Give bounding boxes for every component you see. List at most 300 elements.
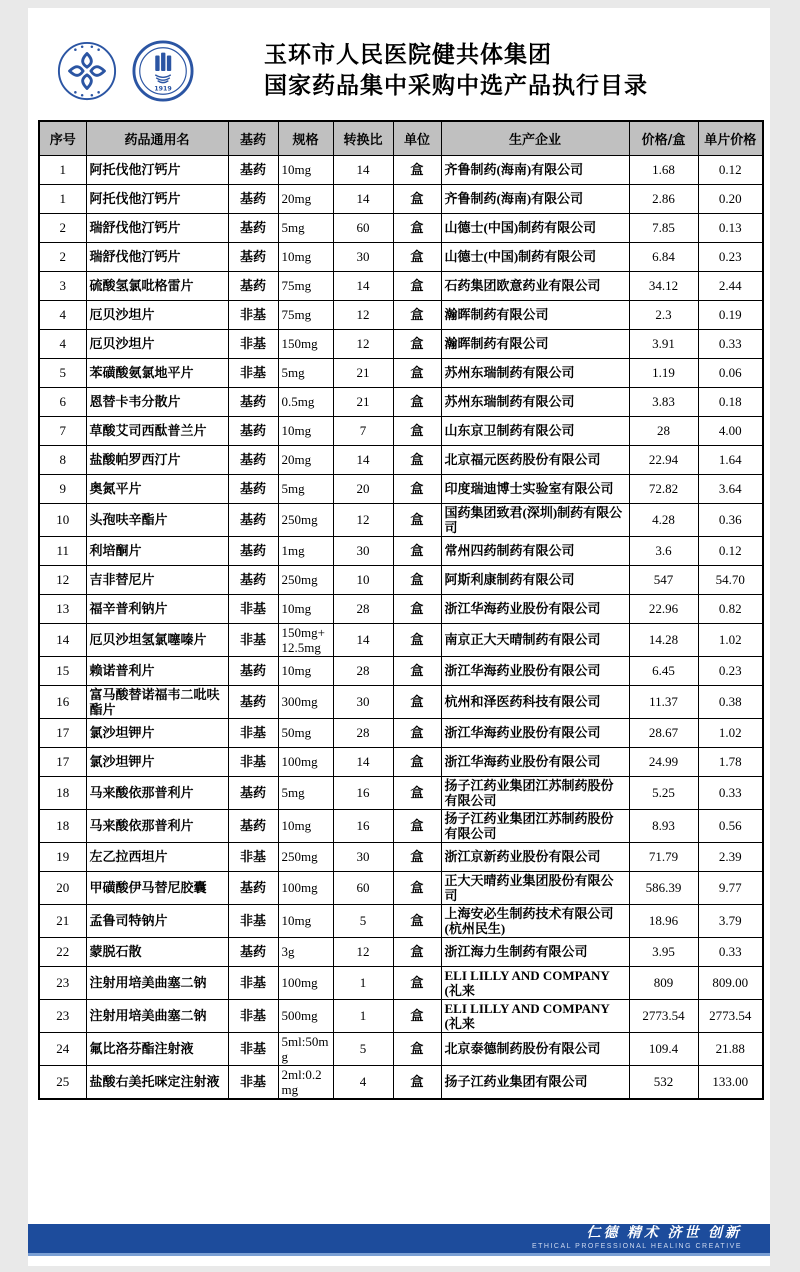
cell-name: 瑞舒伐他汀钙片 [86,242,228,271]
cell-manufacturer: 山东京卫制药有限公司 [441,416,629,445]
table-row [39,155,763,184]
cell-spec: 1mg [278,536,333,565]
cell-conversion-ratio: 14 [333,747,393,776]
cell-unit: 盒 [393,155,441,184]
cell-price-per-box: 3.6 [629,536,698,565]
cell-index: 13 [39,594,86,623]
cell-spec: 500mg [278,999,333,1032]
cell-basic-flag: 非基 [228,718,278,747]
cell-unit: 盒 [393,416,441,445]
cell-index: 24 [39,1032,86,1065]
cell-index: 16 [39,685,86,718]
cell-price-per-box: 24.99 [629,747,698,776]
cell-index: 1 [39,155,86,184]
cell-unit: 盒 [393,387,441,416]
cell-unit: 盒 [393,271,441,300]
cell-unit: 盒 [393,999,441,1032]
drug-table-container [38,120,770,1100]
cell-spec: 20mg [278,445,333,474]
cell-index: 3 [39,271,86,300]
cell-index: 18 [39,776,86,809]
cell-price-per-box: 22.96 [629,594,698,623]
cell-price-per-piece: 133.00 [698,1065,763,1099]
cell-conversion-ratio: 10 [333,565,393,594]
cell-index: 6 [39,387,86,416]
cell-manufacturer: 扬子江药业集团江苏制药股份有限公司 [441,809,629,842]
table-row [39,594,763,623]
cell-price-per-box: 3.83 [629,387,698,416]
cell-name: 恩替卡韦分散片 [86,387,228,416]
logo-group [56,40,256,102]
cell-unit: 盒 [393,656,441,685]
table-row [39,213,763,242]
table-row [39,474,763,503]
cell-index: 5 [39,358,86,387]
cell-index: 4 [39,329,86,358]
page-title-line1: 玉环市人民医院健共体集团 [264,42,552,68]
cell-manufacturer: 常州四药制药有限公司 [441,536,629,565]
column-header-index: 序号 [39,121,86,155]
cell-name: 苯磺酸氨氯地平片 [86,358,228,387]
cell-name: 厄贝沙坦片 [86,300,228,329]
column-header-conversion-ratio: 转换比 [333,121,393,155]
cell-unit: 盒 [393,565,441,594]
cell-conversion-ratio: 30 [333,685,393,718]
cell-basic-flag: 非基 [228,594,278,623]
cell-price-per-piece: 4.00 [698,416,763,445]
cell-conversion-ratio: 30 [333,842,393,871]
cell-price-per-box: 2.3 [629,300,698,329]
cell-manufacturer: 国药集团致君(深圳)制药有限公司 [441,503,629,536]
cell-manufacturer: 南京正大天晴制药有限公司 [441,623,629,656]
cell-spec: 5mg [278,213,333,242]
cell-conversion-ratio: 30 [333,242,393,271]
cell-spec: 100mg [278,871,333,904]
cell-manufacturer: 瀚晖制药有限公司 [441,329,629,358]
cell-name: 利培酮片 [86,536,228,565]
cell-spec: 10mg [278,656,333,685]
cell-spec: 250mg [278,842,333,871]
document-sheet [28,8,770,1266]
cell-basic-flag: 基药 [228,271,278,300]
cell-price-per-piece: 1.02 [698,623,763,656]
cell-spec: 10mg [278,904,333,937]
table-row [39,358,763,387]
table-row [39,747,763,776]
cell-unit: 盒 [393,1065,441,1099]
cell-price-per-box: 4.28 [629,503,698,536]
cell-price-per-piece: 0.12 [698,155,763,184]
cell-spec: 75mg [278,271,333,300]
cell-basic-flag: 基药 [228,685,278,718]
cell-price-per-piece: 0.23 [698,656,763,685]
cell-spec: 3g [278,937,333,966]
cell-basic-flag: 非基 [228,966,278,999]
cell-name: 马来酸依那普利片 [86,809,228,842]
table-row [39,904,763,937]
column-header-unit: 单位 [393,121,441,155]
cell-name: 氟比洛芬酯注射液 [86,1032,228,1065]
cell-price-per-box: 11.37 [629,685,698,718]
cell-manufacturer: 浙江华海药业股份有限公司 [441,747,629,776]
cell-basic-flag: 基药 [228,213,278,242]
cell-spec: 100mg [278,747,333,776]
cell-index: 20 [39,871,86,904]
cell-basic-flag: 基药 [228,565,278,594]
drug-table-header-row [39,121,763,155]
cell-index: 1 [39,184,86,213]
cell-manufacturer: 苏州东瑞制药有限公司 [441,387,629,416]
cell-manufacturer: 浙江京新药业股份有限公司 [441,842,629,871]
cell-conversion-ratio: 28 [333,718,393,747]
cell-price-per-piece: 0.20 [698,184,763,213]
cell-conversion-ratio: 28 [333,594,393,623]
cell-unit: 盒 [393,358,441,387]
cell-spec: 300mg [278,685,333,718]
svg-text:1919: 1919 [154,85,172,93]
cell-price-per-box: 14.28 [629,623,698,656]
cell-basic-flag: 基药 [228,536,278,565]
page-title-line2: 国家药品集中采购中选产品执行目录 [264,73,648,99]
cell-name: 氯沙坦钾片 [86,747,228,776]
cell-index: 15 [39,656,86,685]
table-row [39,623,763,656]
cell-spec: 250mg [278,503,333,536]
cell-price-per-piece: 9.77 [698,871,763,904]
cell-manufacturer: 石药集团欧意药业有限公司 [441,271,629,300]
cell-basic-flag: 非基 [228,358,278,387]
cell-manufacturer: 瀚晖制药有限公司 [441,300,629,329]
cell-price-per-piece: 0.38 [698,685,763,718]
cell-price-per-piece: 0.12 [698,536,763,565]
cell-basic-flag: 基药 [228,871,278,904]
table-row [39,184,763,213]
cell-name: 瑞舒伐他汀钙片 [86,213,228,242]
cell-manufacturer: 杭州和泽医药科技有限公司 [441,685,629,718]
cell-price-per-box: 3.95 [629,937,698,966]
column-header-price-per-box: 价格/盒 [629,121,698,155]
cell-manufacturer: 阿斯利康制药有限公司 [441,565,629,594]
cell-spec: 10mg [278,594,333,623]
cell-manufacturer: 浙江海力生制药有限公司 [441,937,629,966]
cell-manufacturer: 浙江华海药业股份有限公司 [441,718,629,747]
column-header-name: 药品通用名 [86,121,228,155]
table-row [39,503,763,536]
cell-index: 7 [39,416,86,445]
cell-price-per-piece: 0.33 [698,329,763,358]
cell-conversion-ratio: 20 [333,474,393,503]
cell-basic-flag: 非基 [228,1065,278,1099]
cell-price-per-piece: 0.19 [698,300,763,329]
cell-manufacturer: 北京泰德制药股份有限公司 [441,1032,629,1065]
cell-name: 阿托伐他汀钙片 [86,155,228,184]
cell-price-per-box: 1.68 [629,155,698,184]
cell-price-per-box: 6.45 [629,656,698,685]
cell-spec: 5mg [278,358,333,387]
cell-index: 23 [39,999,86,1032]
cell-conversion-ratio: 28 [333,656,393,685]
cell-price-per-piece: 1.02 [698,718,763,747]
cell-price-per-box: 809 [629,966,698,999]
cell-name: 厄贝沙坦氢氯噻嗪片 [86,623,228,656]
cell-unit: 盒 [393,445,441,474]
table-row [39,842,763,871]
cell-name: 奥氮平片 [86,474,228,503]
cell-unit: 盒 [393,242,441,271]
cell-basic-flag: 非基 [228,623,278,656]
cell-index: 25 [39,1065,86,1099]
table-row [39,966,763,999]
cell-conversion-ratio: 16 [333,809,393,842]
group-emblem-1919-icon [132,40,194,102]
cell-index: 9 [39,474,86,503]
cell-name: 注射用培美曲塞二钠 [86,966,228,999]
cell-unit: 盒 [393,842,441,871]
cell-name: 左乙拉西坦片 [86,842,228,871]
table-row [39,1065,763,1099]
cell-unit: 盒 [393,937,441,966]
cell-spec: 10mg [278,155,333,184]
cell-price-per-piece: 3.64 [698,474,763,503]
cell-price-per-box: 7.85 [629,213,698,242]
cell-price-per-piece: 0.36 [698,503,763,536]
cell-conversion-ratio: 1 [333,966,393,999]
cell-conversion-ratio: 14 [333,445,393,474]
cell-spec: 150mg [278,329,333,358]
cell-manufacturer: 苏州东瑞制药有限公司 [441,358,629,387]
cell-price-per-piece: 0.56 [698,809,763,842]
table-row [39,445,763,474]
cell-conversion-ratio: 21 [333,387,393,416]
cell-spec: 0.5mg [278,387,333,416]
cell-index: 11 [39,536,86,565]
cell-manufacturer: 齐鲁制药(海南)有限公司 [441,184,629,213]
cell-name: 氯沙坦钾片 [86,718,228,747]
cell-spec: 5ml:50mg [278,1032,333,1065]
cell-conversion-ratio: 5 [333,1032,393,1065]
cell-basic-flag: 基药 [228,445,278,474]
cell-spec: 10mg [278,809,333,842]
cell-basic-flag: 非基 [228,842,278,871]
cell-index: 23 [39,966,86,999]
table-row [39,387,763,416]
cell-conversion-ratio: 12 [333,329,393,358]
cell-price-per-piece: 0.23 [698,242,763,271]
cell-unit: 盒 [393,747,441,776]
cell-name: 厄贝沙坦片 [86,329,228,358]
table-row [39,329,763,358]
cell-index: 12 [39,565,86,594]
cell-manufacturer: 扬子江药业集团江苏制药股份有限公司 [441,776,629,809]
cell-unit: 盒 [393,623,441,656]
cell-name: 马来酸依那普利片 [86,776,228,809]
cell-basic-flag: 基药 [228,387,278,416]
cell-basic-flag: 非基 [228,904,278,937]
cell-manufacturer: 山德士(中国)制药有限公司 [441,242,629,271]
cell-basic-flag: 基药 [228,474,278,503]
cell-index: 8 [39,445,86,474]
table-row [39,685,763,718]
cell-spec: 100mg [278,966,333,999]
cell-manufacturer: 北京福元医药股份有限公司 [441,445,629,474]
cell-manufacturer: ELI LILLY AND COMPANY(礼来 [441,966,629,999]
cell-unit: 盒 [393,871,441,904]
cell-index: 19 [39,842,86,871]
cell-spec: 250mg [278,565,333,594]
cell-price-per-box: 547 [629,565,698,594]
document-header [28,8,770,102]
cell-price-per-box: 72.82 [629,474,698,503]
cell-index: 4 [39,300,86,329]
cell-unit: 盒 [393,503,441,536]
cell-basic-flag: 基药 [228,776,278,809]
cell-index: 18 [39,809,86,842]
hospital-motto-english: ETHICAL PROFESSIONAL HEALING CREATIVE [531,1243,742,1250]
cell-price-per-box: 8.93 [629,809,698,842]
cell-basic-flag: 基药 [228,155,278,184]
cell-price-per-box: 6.84 [629,242,698,271]
cell-index: 14 [39,623,86,656]
drug-table-body [39,155,763,1099]
cell-conversion-ratio: 14 [333,623,393,656]
cell-manufacturer: 扬子江药业集团有限公司 [441,1065,629,1099]
cell-name: 蒙脱石散 [86,937,228,966]
cell-unit: 盒 [393,776,441,809]
cell-price-per-piece: 21.88 [698,1032,763,1065]
cell-basic-flag: 非基 [228,999,278,1032]
cell-price-per-piece: 2773.54 [698,999,763,1032]
cell-conversion-ratio: 30 [333,536,393,565]
cell-spec: 5mg [278,776,333,809]
cell-conversion-ratio: 4 [333,1065,393,1099]
table-row [39,300,763,329]
cell-unit: 盒 [393,966,441,999]
hospital-emblem-icon [56,40,118,102]
cell-name: 吉非替尼片 [86,565,228,594]
cell-price-per-box: 71.79 [629,842,698,871]
cell-basic-flag: 基药 [228,656,278,685]
table-row [39,271,763,300]
title-block [264,40,648,102]
cell-basic-flag: 非基 [228,329,278,358]
cell-price-per-piece: 2.39 [698,842,763,871]
cell-unit: 盒 [393,213,441,242]
cell-name: 阿托伐他汀钙片 [86,184,228,213]
cell-price-per-box: 28.67 [629,718,698,747]
cell-price-per-box: 18.96 [629,904,698,937]
cell-name: 孟鲁司特钠片 [86,904,228,937]
cell-conversion-ratio: 14 [333,155,393,184]
cell-price-per-piece: 0.13 [698,213,763,242]
cell-price-per-piece: 54.70 [698,565,763,594]
table-row [39,937,763,966]
drug-procurement-table [38,120,764,1100]
cell-price-per-box: 22.94 [629,445,698,474]
cell-manufacturer: 上海安必生制药技术有限公司(杭州民生) [441,904,629,937]
cell-index: 17 [39,718,86,747]
cell-price-per-box: 2773.54 [629,999,698,1032]
column-header-spec: 规格 [278,121,333,155]
cell-spec: 10mg [278,242,333,271]
cell-conversion-ratio: 14 [333,271,393,300]
cell-manufacturer: 正大天晴药业集团股份有限公司 [441,871,629,904]
cell-price-per-box: 28 [629,416,698,445]
table-row [39,656,763,685]
cell-name: 福辛普利钠片 [86,594,228,623]
cell-spec: 10mg [278,416,333,445]
cell-spec: 20mg [278,184,333,213]
cell-unit: 盒 [393,184,441,213]
cell-conversion-ratio: 7 [333,416,393,445]
cell-conversion-ratio: 16 [333,776,393,809]
cell-price-per-piece: 0.82 [698,594,763,623]
cell-index: 2 [39,213,86,242]
cell-name: 草酸艾司西酞普兰片 [86,416,228,445]
cell-unit: 盒 [393,904,441,937]
cell-price-per-piece: 1.64 [698,445,763,474]
cell-price-per-piece: 0.33 [698,776,763,809]
cell-unit: 盒 [393,809,441,842]
cell-manufacturer: 山德士(中国)制药有限公司 [441,213,629,242]
cell-manufacturer: ELI LILLY AND COMPANY(礼来 [441,999,629,1032]
cell-price-per-piece: 0.33 [698,937,763,966]
table-row [39,871,763,904]
table-row [39,565,763,594]
cell-basic-flag: 基药 [228,937,278,966]
cell-price-per-box: 2.86 [629,184,698,213]
cell-manufacturer: 浙江华海药业股份有限公司 [441,594,629,623]
hospital-motto-chinese: 仁德 精术 济世 创新 [586,1226,742,1241]
cell-unit: 盒 [393,594,441,623]
cell-conversion-ratio: 14 [333,184,393,213]
cell-price-per-box: 5.25 [629,776,698,809]
cell-name: 富马酸替诺福韦二吡呋酯片 [86,685,228,718]
cell-index: 10 [39,503,86,536]
table-row [39,809,763,842]
table-row [39,416,763,445]
cell-unit: 盒 [393,718,441,747]
cell-basic-flag: 基药 [228,809,278,842]
table-row [39,242,763,271]
cell-price-per-piece: 3.79 [698,904,763,937]
cell-name: 盐酸帕罗西汀片 [86,445,228,474]
cell-price-per-box: 586.39 [629,871,698,904]
table-row [39,536,763,565]
cell-index: 21 [39,904,86,937]
cell-manufacturer: 齐鲁制药(海南)有限公司 [441,155,629,184]
cell-name: 头孢呋辛酯片 [86,503,228,536]
cell-basic-flag: 基药 [228,416,278,445]
cell-price-per-box: 1.19 [629,358,698,387]
cell-conversion-ratio: 21 [333,358,393,387]
cell-conversion-ratio: 60 [333,213,393,242]
cell-index: 22 [39,937,86,966]
column-header-basic-flag: 基药 [228,121,278,155]
footer-banner [28,1224,770,1256]
cell-price-per-piece: 0.06 [698,358,763,387]
cell-spec: 5mg [278,474,333,503]
cell-basic-flag: 非基 [228,300,278,329]
cell-price-per-piece: 1.78 [698,747,763,776]
cell-price-per-box: 532 [629,1065,698,1099]
cell-price-per-piece: 0.18 [698,387,763,416]
table-row [39,999,763,1032]
cell-spec: 2ml:0.2mg [278,1065,333,1099]
cell-basic-flag: 非基 [228,1032,278,1065]
cell-conversion-ratio: 1 [333,999,393,1032]
cell-unit: 盒 [393,300,441,329]
cell-name: 甲磺酸伊马替尼胶囊 [86,871,228,904]
